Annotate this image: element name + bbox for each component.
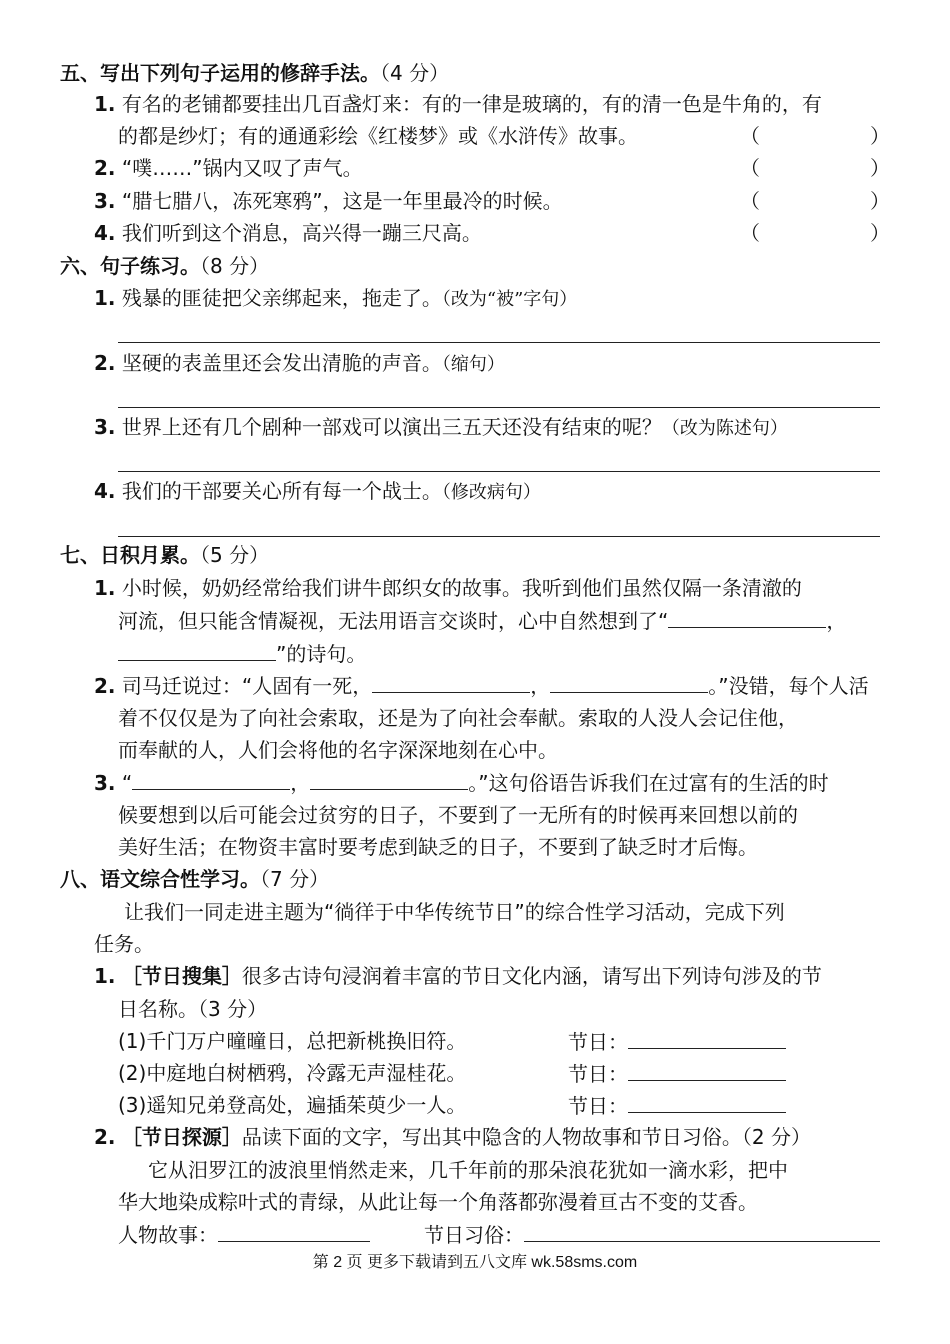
s8-story-blank[interactable] <box>218 1219 370 1242</box>
s7-q2-line1: 2. 司马迁说过：“人固有一死， ， 。”没错，每个人活 <box>94 670 869 700</box>
s7-q1-line3: ”的诗句。 <box>118 638 366 668</box>
s8-passage-line2: 华大地染成粽叶式的青绿，从此让每一个角落都弥漫着亘古不变的艾香。 <box>118 1190 758 1214</box>
s7-q3-blank-2[interactable] <box>310 767 468 790</box>
s8-task2-line1: 2. ［节日探源］品读下面的文字，写出其中隐含的人物故事和节日习俗。（2 分） <box>94 1125 811 1149</box>
s6-q3-answer-line[interactable] <box>118 471 880 472</box>
s8-custom-blank[interactable] <box>524 1219 880 1242</box>
s8-festival-3: 节日： <box>568 1090 786 1120</box>
s8-story-field: 人物故事： <box>118 1219 370 1249</box>
s7-q3-line1: 3. “ ， 。”这句俗语告诉我们在过富有的生活的时 <box>94 767 829 797</box>
s8-task1-line2: 日名称。（3 分） <box>118 997 268 1021</box>
page-footer: 第 2 页 更多下载请到五八文库 wk.58sms.com <box>312 1254 638 1271</box>
s7-q2-line2: 着不仅仅是为了向社会索取，还是为了向社会奉献。索取的人没人会记住他， <box>118 706 798 730</box>
s7-q2-blank-2[interactable] <box>550 670 708 693</box>
s5-q1-line1: 1. 有名的老铺都要挂出几百盏灯来：有的一律是玻璃的，有的清一色是牛角的，有 <box>94 92 822 116</box>
s7-q1-blank-2[interactable] <box>118 638 276 661</box>
s6-q4: 4. 我们的干部要关心所有每一个战士。（修改病句） <box>94 479 541 503</box>
s5-q2-paren-close: ） <box>870 156 890 180</box>
s5-q2-paren-open: （ <box>740 156 760 180</box>
s8-custom-field: 节日习俗： <box>424 1219 880 1249</box>
s7-q1-line1: 1. 小时候，奶奶经常给我们讲牛郎织女的故事。我听到他们虽然仅隔一条清澈的 <box>94 576 802 600</box>
s8-poem-2: (2)中庭地白树栖鸦，冷露无声湿桂花。 <box>118 1061 467 1085</box>
s8-festival-blank-1[interactable] <box>628 1026 786 1049</box>
s6-q2-answer-line[interactable] <box>118 407 880 408</box>
s8-intro-line1: 让我们一同走进主题为“徜徉于中华传统节日”的综合性学习活动，完成下列 <box>124 900 785 924</box>
section-7-heading: 七、日积月累。（5 分） <box>60 543 270 567</box>
s8-poem-3: (3)遥知兄弟登高处，遍插茱萸少一人。 <box>118 1093 467 1117</box>
s8-festival-2: 节日： <box>568 1058 786 1088</box>
s5-q1-line2: 的都是纱灯；有的通通彩绘《红楼梦》或《水浒传》故事。 <box>118 124 638 148</box>
s5-q3-paren-open: （ <box>740 189 760 213</box>
s6-q4-answer-line[interactable] <box>118 536 880 537</box>
s8-festival-1: 节日： <box>568 1026 786 1056</box>
s6-q1: 1. 残暴的匪徒把父亲绑起来，拖走了。（改为“被”字句） <box>94 286 578 310</box>
s5-q4-paren-close: ） <box>870 221 890 245</box>
section-5-heading: 五、写出下列句子运用的修辞手法。（4 分） <box>60 61 450 85</box>
s6-q2: 2. 坚硬的表盖里还会发出清脆的声音。（缩句） <box>94 351 505 375</box>
s5-q3: 3. “腊七腊八，冻死寒鸦”，这是一年里最冷的时候。 <box>94 189 563 213</box>
s5-q1-paren-close: ） <box>870 124 890 148</box>
section-6-heading: 六、句子练习。（8 分） <box>60 254 270 278</box>
section-8-heading: 八、语文综合性学习。（7 分） <box>60 867 330 891</box>
s7-q1-line2: 河流，但只能含情凝视，无法用语言交谈时，心中自然想到了“ ， <box>118 605 846 635</box>
s8-intro-line2: 任务。 <box>94 932 154 956</box>
s8-festival-blank-3[interactable] <box>628 1090 786 1113</box>
s7-q3-line3: 美好生活；在物资丰富时要考虑到缺乏的日子，不要到了缺乏时才后悔。 <box>118 835 758 859</box>
s5-q4: 4. 我们听到这个消息，高兴得一蹦三尺高。 <box>94 221 482 245</box>
s7-q2-blank-1[interactable] <box>372 670 530 693</box>
s5-q2: 2. “噗……”锅内又叹了声气。 <box>94 156 363 180</box>
s8-task1-line1: 1. ［节日搜集］很多古诗句浸润着丰富的节日文化内涵，请写出下列诗句涉及的节 <box>94 964 822 988</box>
s5-q3-paren-close: ） <box>870 189 890 213</box>
s6-q1-answer-line[interactable] <box>118 342 880 343</box>
s5-q4-paren-open: （ <box>740 221 760 245</box>
s6-q3: 3. 世界上还有几个剧种一部戏可以演出三五天还没有结束的呢？（改为陈述句） <box>94 415 788 439</box>
s8-poem-1: (1)千门万户曈曈日，总把新桃换旧符。 <box>118 1029 467 1053</box>
s7-q3-line2: 候要想到以后可能会过贫穷的日子，不要到了一无所有的时候再来回想以前的 <box>118 803 798 827</box>
s8-passage-line1: 它从汨罗江的波浪里悄然走来，几千年前的那朵浪花犹如一滴水彩，把中 <box>148 1158 788 1182</box>
s7-q3-blank-1[interactable] <box>132 767 290 790</box>
s7-q2-line3: 而奉献的人，人们会将他的名字深深地刻在心中。 <box>118 738 558 762</box>
s8-festival-blank-2[interactable] <box>628 1058 786 1081</box>
s7-q1-blank-1[interactable] <box>668 605 826 628</box>
s5-q1-paren-open: （ <box>740 124 760 148</box>
